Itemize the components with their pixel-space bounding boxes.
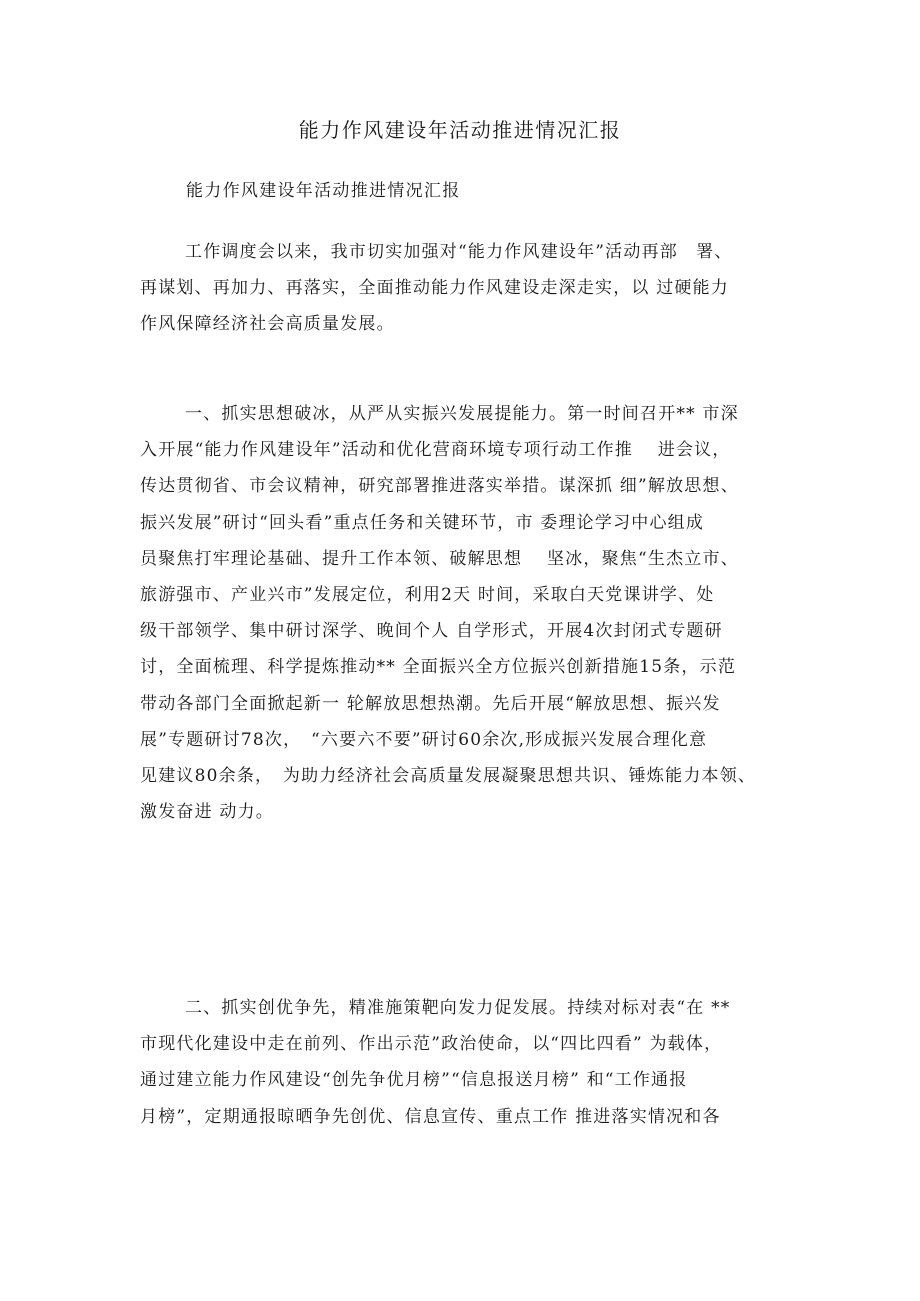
paragraph-line: 振兴发展”研讨“回头看”重点任务和关键环节，市 委理论学习中心组成 [140,512,705,533]
paragraph-line: 员聚焦打牢理论基础、提升工作本领、破解思想 坚冰，聚焦“生杰立市、 [140,548,739,569]
paragraph-section-two [140,990,790,1135]
paragraph-line: 讨，全面梳理、科学提炼推动** 全面振兴全方位振兴创新措施15条，示范 [140,657,737,678]
paragraph-line: 旅游强市、产业兴市”发展定位，利用2天 时间，采取白天党课讲学、处 [140,584,715,605]
paragraph-line: 激发奋进 动力。 [140,802,275,823]
paragraph-line: 作风保障经济社会高质量发展。 [140,314,395,335]
paragraph-line: 二、抓实创优争先，精准施策靶向发力促发展。持续对标对表“在 ** [185,998,731,1018]
paragraph-line: 带动各部门全面掀起新一 轮解放思想热潮。先后开展“解放思想、振兴发 [140,693,721,714]
paragraph-line: 再谋划、再加力、再落实，全面推动能力作风建设走深走实，以 过硬能力 [140,278,730,299]
paragraph-line: 展”专题研讨78次， “六要六不要”研讨60余次,形成振兴发展合理化意 [140,729,708,750]
paragraph-intro [140,234,790,343]
paragraph-line: 见建议80余条， 为助力经济社会高质量发展凝聚思想共识、锤炼能力本领、 [140,765,757,786]
paragraph-line: 通过建立能力作风建设“创先争优月榜”“信息报送月榜” 和“工作通报 [140,1070,688,1091]
paragraph-line: 市现代化建设中走在前列、作出示范”政治使命，以“四比四看” 为载体， [140,1034,723,1055]
paragraph-line: 传达贯彻省、市会议精神，研究部署推进落实举措。谋深抓 细”解放思想、 [140,476,739,497]
paragraph-line: 月榜”，定期通报晾晒争先创优、信息宣传、重点工作 推进落实情况和各 [140,1106,721,1127]
paragraph-line: 一、抓实思想破冰，从严从实振兴发展提能力。第一时间召开** 市深 [185,404,739,424]
paragraph-line: 入开展“能力作风建设年”活动和优化营商环境专项行动工作推 进会议， [140,440,731,461]
document-subtitle: 能力作风建设年活动推进情况汇报 [186,181,461,201]
paragraph-line: 级干部领学、集中研讨深学、晚间个人 自学形式，开展4次封闭式专题研 [140,621,723,642]
document-title: 能力作风建设年活动推进情况汇报 [298,118,622,142]
paragraph-section-one [140,396,790,830]
paragraph-line: 工作调度会以来，我市切实加强对“能力作风建设年”活动再部 署、 [185,242,733,262]
